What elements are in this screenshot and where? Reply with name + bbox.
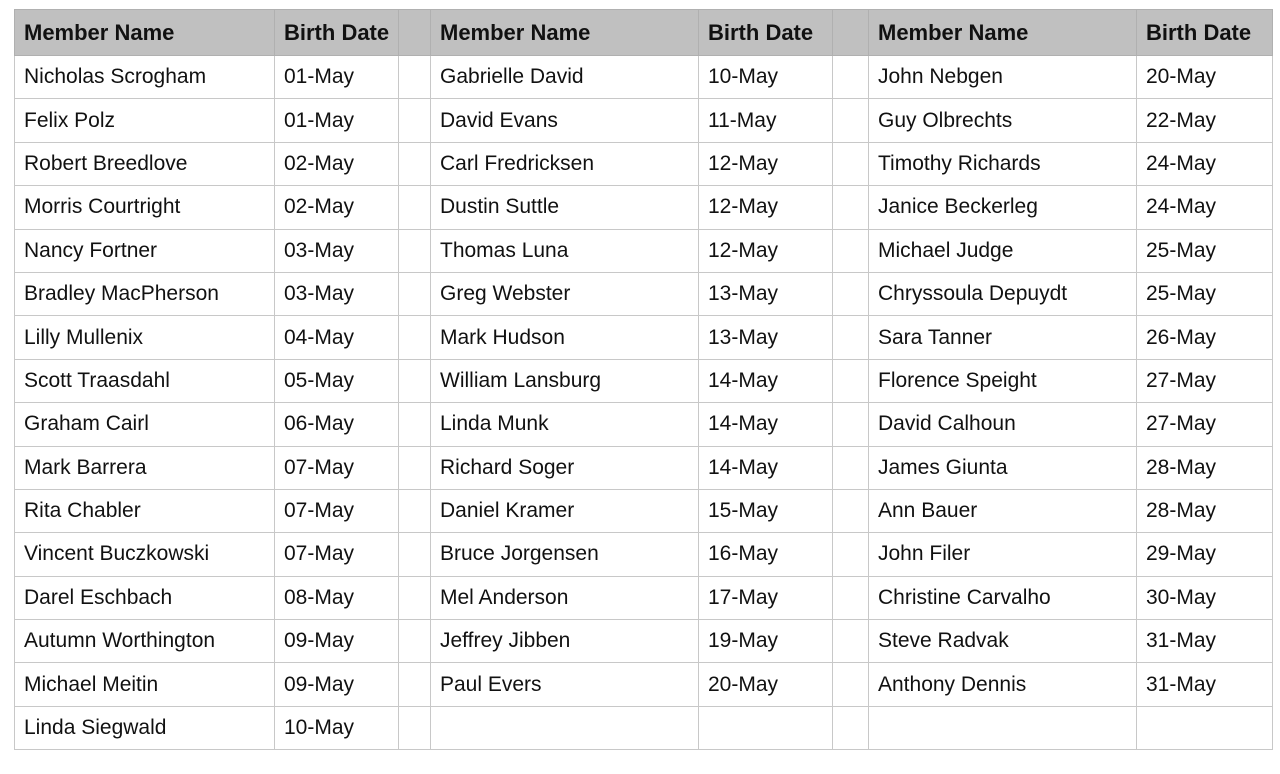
- table-row: [15, 663, 1273, 706]
- birth-date-cell[interactable]: 26-May: [1137, 316, 1273, 359]
- birth-date-cell[interactable]: 09-May: [275, 663, 399, 706]
- birth-date-cell[interactable]: 01-May: [275, 99, 399, 142]
- spacer-cell[interactable]: [399, 403, 431, 446]
- table-row: [15, 316, 1273, 359]
- birth-date-cell[interactable]: [1137, 706, 1273, 749]
- member-name-cell[interactable]: Linda Munk: [431, 403, 699, 446]
- member-name-cell[interactable]: Michael Meitin: [15, 663, 275, 706]
- birth-date-cell[interactable]: 20-May: [699, 663, 833, 706]
- table-row: [15, 446, 1273, 489]
- header-birth-date-3: Birth Date: [1137, 10, 1273, 56]
- table-row: [15, 403, 1273, 446]
- birth-date-cell[interactable]: 16-May: [699, 533, 833, 576]
- birth-date-cell[interactable]: 25-May: [1137, 272, 1273, 315]
- spacer-cell[interactable]: [399, 576, 431, 619]
- table-row: [15, 56, 1273, 99]
- member-name-cell[interactable]: Chryssoula Depuydt: [869, 272, 1137, 315]
- spacer-cell[interactable]: [399, 229, 431, 272]
- member-name-cell[interactable]: Gabrielle David: [431, 56, 699, 99]
- spacer-cell[interactable]: [399, 316, 431, 359]
- member-name-cell[interactable]: Mel Anderson: [431, 576, 699, 619]
- member-name-cell[interactable]: Autumn Worthington: [15, 620, 275, 663]
- table-row: [15, 186, 1273, 229]
- spacer-cell[interactable]: [399, 446, 431, 489]
- member-name-cell[interactable]: Florence Speight: [869, 359, 1137, 402]
- birth-date-cell[interactable]: 29-May: [1137, 533, 1273, 576]
- table-row: [15, 99, 1273, 142]
- spacer-cell[interactable]: [399, 663, 431, 706]
- member-name-cell[interactable]: [869, 706, 1137, 749]
- birth-date-cell[interactable]: 31-May: [1137, 620, 1273, 663]
- table-row: [15, 706, 1273, 749]
- member-name-cell[interactable]: Nicholas Scrogham: [15, 56, 275, 99]
- birth-date-cell[interactable]: 10-May: [275, 706, 399, 749]
- birth-date-cell[interactable]: 12-May: [699, 142, 833, 185]
- member-name-cell[interactable]: Lilly Mullenix: [15, 316, 275, 359]
- birth-date-cell[interactable]: 09-May: [275, 620, 399, 663]
- header-birth-date-2: Birth Date: [699, 10, 833, 56]
- birth-date-cell[interactable]: 10-May: [699, 56, 833, 99]
- birth-date-cell[interactable]: 28-May: [1137, 489, 1273, 532]
- spacer-cell[interactable]: [833, 576, 869, 619]
- member-name-cell[interactable]: Morris Courtright: [15, 186, 275, 229]
- spacer-cell[interactable]: [399, 99, 431, 142]
- spacer-cell[interactable]: [833, 272, 869, 315]
- member-name-cell[interactable]: Bruce Jorgensen: [431, 533, 699, 576]
- spacer-cell[interactable]: [833, 489, 869, 532]
- member-name-cell[interactable]: Richard Soger: [431, 446, 699, 489]
- member-name-cell[interactable]: Timothy Richards: [869, 142, 1137, 185]
- birth-date-cell[interactable]: 17-May: [699, 576, 833, 619]
- spacer-cell[interactable]: [833, 706, 869, 749]
- birth-date-cell[interactable]: 28-May: [1137, 446, 1273, 489]
- member-name-cell[interactable]: David Calhoun: [869, 403, 1137, 446]
- birth-date-cell[interactable]: 12-May: [699, 229, 833, 272]
- spacer-cell[interactable]: [833, 403, 869, 446]
- table-row: [15, 620, 1273, 663]
- member-name-cell[interactable]: Michael Judge: [869, 229, 1137, 272]
- birth-date-cell[interactable]: 03-May: [275, 272, 399, 315]
- table-row: [15, 533, 1273, 576]
- member-name-cell[interactable]: Sara Tanner: [869, 316, 1137, 359]
- spacer-cell[interactable]: [399, 56, 431, 99]
- member-name-cell[interactable]: Jeffrey Jibben: [431, 620, 699, 663]
- spacer-cell[interactable]: [399, 272, 431, 315]
- member-name-cell[interactable]: Thomas Luna: [431, 229, 699, 272]
- birth-date-cell[interactable]: 01-May: [275, 56, 399, 99]
- member-name-cell[interactable]: Mark Hudson: [431, 316, 699, 359]
- member-name-cell[interactable]: Janice Beckerleg: [869, 186, 1137, 229]
- member-name-cell[interactable]: Nancy Fortner: [15, 229, 275, 272]
- spacer-cell[interactable]: [399, 359, 431, 402]
- birth-date-cell[interactable]: 08-May: [275, 576, 399, 619]
- spacer-cell[interactable]: [399, 620, 431, 663]
- spacer-cell[interactable]: [833, 142, 869, 185]
- header-row: [15, 10, 1273, 56]
- member-name-cell[interactable]: Linda Siegwald: [15, 706, 275, 749]
- member-name-cell[interactable]: Paul Evers: [431, 663, 699, 706]
- birth-date-cell[interactable]: 24-May: [1137, 142, 1273, 185]
- table-row: [15, 142, 1273, 185]
- birth-date-cell[interactable]: 31-May: [1137, 663, 1273, 706]
- member-name-cell[interactable]: Scott Traasdahl: [15, 359, 275, 402]
- member-name-cell[interactable]: Christine Carvalho: [869, 576, 1137, 619]
- table-row: [15, 272, 1273, 315]
- member-name-cell[interactable]: Bradley MacPherson: [15, 272, 275, 315]
- table-row: [15, 359, 1273, 402]
- birth-date-cell[interactable]: 03-May: [275, 229, 399, 272]
- spacer-cell[interactable]: [399, 489, 431, 532]
- birth-date-cell[interactable]: 27-May: [1137, 403, 1273, 446]
- member-name-cell[interactable]: Daniel Kramer: [431, 489, 699, 532]
- spacer-cell[interactable]: [833, 620, 869, 663]
- spacer-cell[interactable]: [399, 533, 431, 576]
- header-member-name-2: Member Name: [431, 10, 699, 56]
- birth-date-cell[interactable]: 04-May: [275, 316, 399, 359]
- member-name-cell[interactable]: Carl Fredricksen: [431, 142, 699, 185]
- birthday-table: [14, 9, 1273, 750]
- birth-date-cell[interactable]: 02-May: [275, 186, 399, 229]
- birth-date-cell[interactable]: 30-May: [1137, 576, 1273, 619]
- birth-date-cell[interactable]: 13-May: [699, 272, 833, 315]
- member-name-cell[interactable]: Greg Webster: [431, 272, 699, 315]
- member-name-cell[interactable]: Robert Breedlove: [15, 142, 275, 185]
- birth-date-cell[interactable]: 27-May: [1137, 359, 1273, 402]
- birth-date-cell[interactable]: 05-May: [275, 359, 399, 402]
- birth-date-cell[interactable]: 14-May: [699, 359, 833, 402]
- birth-date-cell[interactable]: 24-May: [1137, 186, 1273, 229]
- spacer-cell[interactable]: [399, 706, 431, 749]
- birth-date-cell[interactable]: 02-May: [275, 142, 399, 185]
- spacer-cell[interactable]: [833, 316, 869, 359]
- spacer-cell[interactable]: [833, 533, 869, 576]
- spacer-cell[interactable]: [833, 56, 869, 99]
- member-name-cell[interactable]: Steve Radvak: [869, 620, 1137, 663]
- birth-date-cell[interactable]: 07-May: [275, 489, 399, 532]
- member-name-cell[interactable]: Vincent Buczkowski: [15, 533, 275, 576]
- birth-date-cell[interactable]: 20-May: [1137, 56, 1273, 99]
- member-name-cell[interactable]: John Nebgen: [869, 56, 1137, 99]
- spacer-cell[interactable]: [833, 359, 869, 402]
- member-name-cell[interactable]: David Evans: [431, 99, 699, 142]
- spacer-cell[interactable]: [833, 229, 869, 272]
- birth-date-cell[interactable]: [699, 706, 833, 749]
- birth-date-cell[interactable]: 13-May: [699, 316, 833, 359]
- header-spacer-1: [399, 10, 431, 56]
- header-spacer-2: [833, 10, 869, 56]
- birth-date-cell[interactable]: 14-May: [699, 403, 833, 446]
- birth-date-cell[interactable]: 15-May: [699, 489, 833, 532]
- table-row: [15, 576, 1273, 619]
- member-name-cell[interactable]: Graham Cairl: [15, 403, 275, 446]
- member-name-cell[interactable]: [431, 706, 699, 749]
- birth-date-cell[interactable]: 12-May: [699, 186, 833, 229]
- member-name-cell[interactable]: Darel Eschbach: [15, 576, 275, 619]
- header-birth-date-1: Birth Date: [275, 10, 399, 56]
- member-name-cell[interactable]: Rita Chabler: [15, 489, 275, 532]
- birth-date-cell[interactable]: 06-May: [275, 403, 399, 446]
- spacer-cell[interactable]: [833, 99, 869, 142]
- table-row: [15, 489, 1273, 532]
- member-name-cell[interactable]: Guy Olbrechts: [869, 99, 1137, 142]
- member-name-cell[interactable]: Mark Barrera: [15, 446, 275, 489]
- spacer-cell[interactable]: [399, 186, 431, 229]
- member-name-cell[interactable]: James Giunta: [869, 446, 1137, 489]
- header-member-name-3: Member Name: [869, 10, 1137, 56]
- member-name-cell[interactable]: William Lansburg: [431, 359, 699, 402]
- member-name-cell[interactable]: Dustin Suttle: [431, 186, 699, 229]
- birth-date-cell[interactable]: 25-May: [1137, 229, 1273, 272]
- birth-date-cell[interactable]: 11-May: [699, 99, 833, 142]
- member-name-cell[interactable]: Ann Bauer: [869, 489, 1137, 532]
- table-row: [15, 229, 1273, 272]
- birth-date-cell[interactable]: 07-May: [275, 446, 399, 489]
- birth-date-cell[interactable]: 07-May: [275, 533, 399, 576]
- birth-date-cell[interactable]: 19-May: [699, 620, 833, 663]
- spacer-cell[interactable]: [399, 142, 431, 185]
- spacer-cell[interactable]: [833, 186, 869, 229]
- spacer-cell[interactable]: [833, 446, 869, 489]
- member-name-cell[interactable]: Anthony Dennis: [869, 663, 1137, 706]
- table-body: [15, 56, 1273, 750]
- birth-date-cell[interactable]: 22-May: [1137, 99, 1273, 142]
- member-name-cell[interactable]: John Filer: [869, 533, 1137, 576]
- birth-date-cell[interactable]: 14-May: [699, 446, 833, 489]
- header-member-name-1: Member Name: [15, 10, 275, 56]
- spacer-cell[interactable]: [833, 663, 869, 706]
- member-name-cell[interactable]: Felix Polz: [15, 99, 275, 142]
